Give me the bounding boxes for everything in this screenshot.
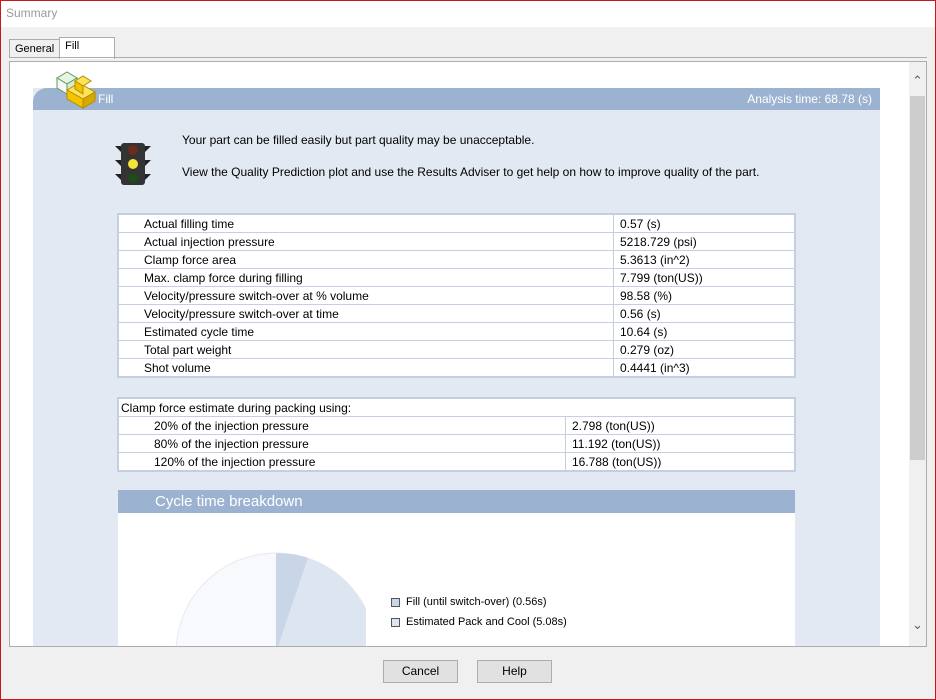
result-value: 7.799 (ton(US)) [614, 269, 795, 287]
fill-section-header [33, 88, 880, 110]
clamp-value: 16.788 (ton(US)) [566, 453, 795, 471]
result-label: Estimated cycle time [119, 323, 614, 341]
fill-advice-message: View the Quality Prediction plot and use the Results Adviser to get help on how to improve quality of the part. [182, 165, 760, 179]
result-value: 0.57 (s) [614, 215, 795, 233]
clamp-value: 11.192 (ton(US)) [566, 435, 795, 453]
content-frame [9, 61, 927, 647]
tab-general[interactable]: General [9, 39, 60, 58]
fill-status-message: Your part can be filled easily but part quality may be unacceptable. [182, 133, 535, 147]
table-row [119, 269, 795, 287]
table-row [119, 323, 795, 341]
clamp-label: 20% of the injection pressure [119, 417, 566, 435]
section-title: Fill [98, 92, 114, 106]
result-label: Actual injection pressure [119, 233, 614, 251]
result-label: Actual filling time [119, 215, 614, 233]
clamp-estimate-heading: Clamp force estimate during packing using: [119, 399, 795, 417]
scroll-thumb[interactable] [910, 96, 925, 460]
scroll-down-icon[interactable]: ⌄ [912, 617, 923, 632]
result-label: Clamp force area [119, 251, 614, 269]
table-row [119, 417, 795, 435]
table-row [119, 287, 795, 305]
analysis-time: Analysis time: 68.78 (s) [747, 92, 872, 106]
result-label: Max. clamp force during filling [119, 269, 614, 287]
cancel-button[interactable]: Cancel [383, 660, 458, 683]
table-row [119, 453, 795, 471]
fill-cube-icon [53, 68, 97, 110]
scroll-up-icon[interactable]: ⌃ [912, 73, 923, 88]
table-row [119, 435, 795, 453]
result-label: Total part weight [119, 341, 614, 359]
table-row [119, 341, 795, 359]
legend-label: Estimated Pack and Cool (5.08s) [406, 616, 567, 628]
clamp-value: 2.798 (ton(US)) [566, 417, 795, 435]
result-label: Shot volume [119, 359, 614, 377]
legend-label: Fill (until switch-over) (0.56s) [406, 596, 547, 608]
result-label: Velocity/pressure switch-over at % volume [119, 287, 614, 305]
window-title: Summary [1, 1, 935, 27]
table-row [119, 305, 795, 323]
fill-section [33, 88, 880, 647]
cycle-breakdown-panel [118, 513, 795, 647]
cycle-breakdown-header: Cycle time breakdown [118, 490, 795, 513]
fill-results-table [118, 214, 795, 377]
legend-item-pack-cool [391, 616, 567, 628]
result-label: Velocity/pressure switch-over at time [119, 305, 614, 323]
result-value: 0.4441 (in^3) [614, 359, 795, 377]
result-value: 5.3613 (in^2) [614, 251, 795, 269]
legend-item-fill [391, 596, 547, 608]
clamp-label: 80% of the injection pressure [119, 435, 566, 453]
legend-swatch [391, 618, 400, 627]
result-value: 0.279 (oz) [614, 341, 795, 359]
tab-strip [9, 38, 115, 58]
table-row [119, 359, 795, 377]
traffic-light-icon [115, 142, 151, 186]
clamp-estimate-table [118, 398, 795, 471]
result-value: 5218.729 (psi) [614, 233, 795, 251]
tab-divider [9, 57, 927, 58]
result-value: 10.64 (s) [614, 323, 795, 341]
table-row [119, 215, 795, 233]
clamp-label: 120% of the injection pressure [119, 453, 566, 471]
table-header-row [119, 399, 795, 417]
help-button[interactable]: Help [477, 660, 552, 683]
cycle-chart-area [156, 533, 756, 647]
legend-swatch [391, 598, 400, 607]
result-value: 0.56 (s) [614, 305, 795, 323]
table-row [119, 233, 795, 251]
tab-fill[interactable]: Fill [59, 37, 115, 59]
cycle-pie-chart [156, 533, 366, 647]
table-row [119, 251, 795, 269]
dialog-button-bar [1, 647, 935, 699]
vertical-scrollbar[interactable] [909, 62, 926, 646]
result-value: 98.58 (%) [614, 287, 795, 305]
